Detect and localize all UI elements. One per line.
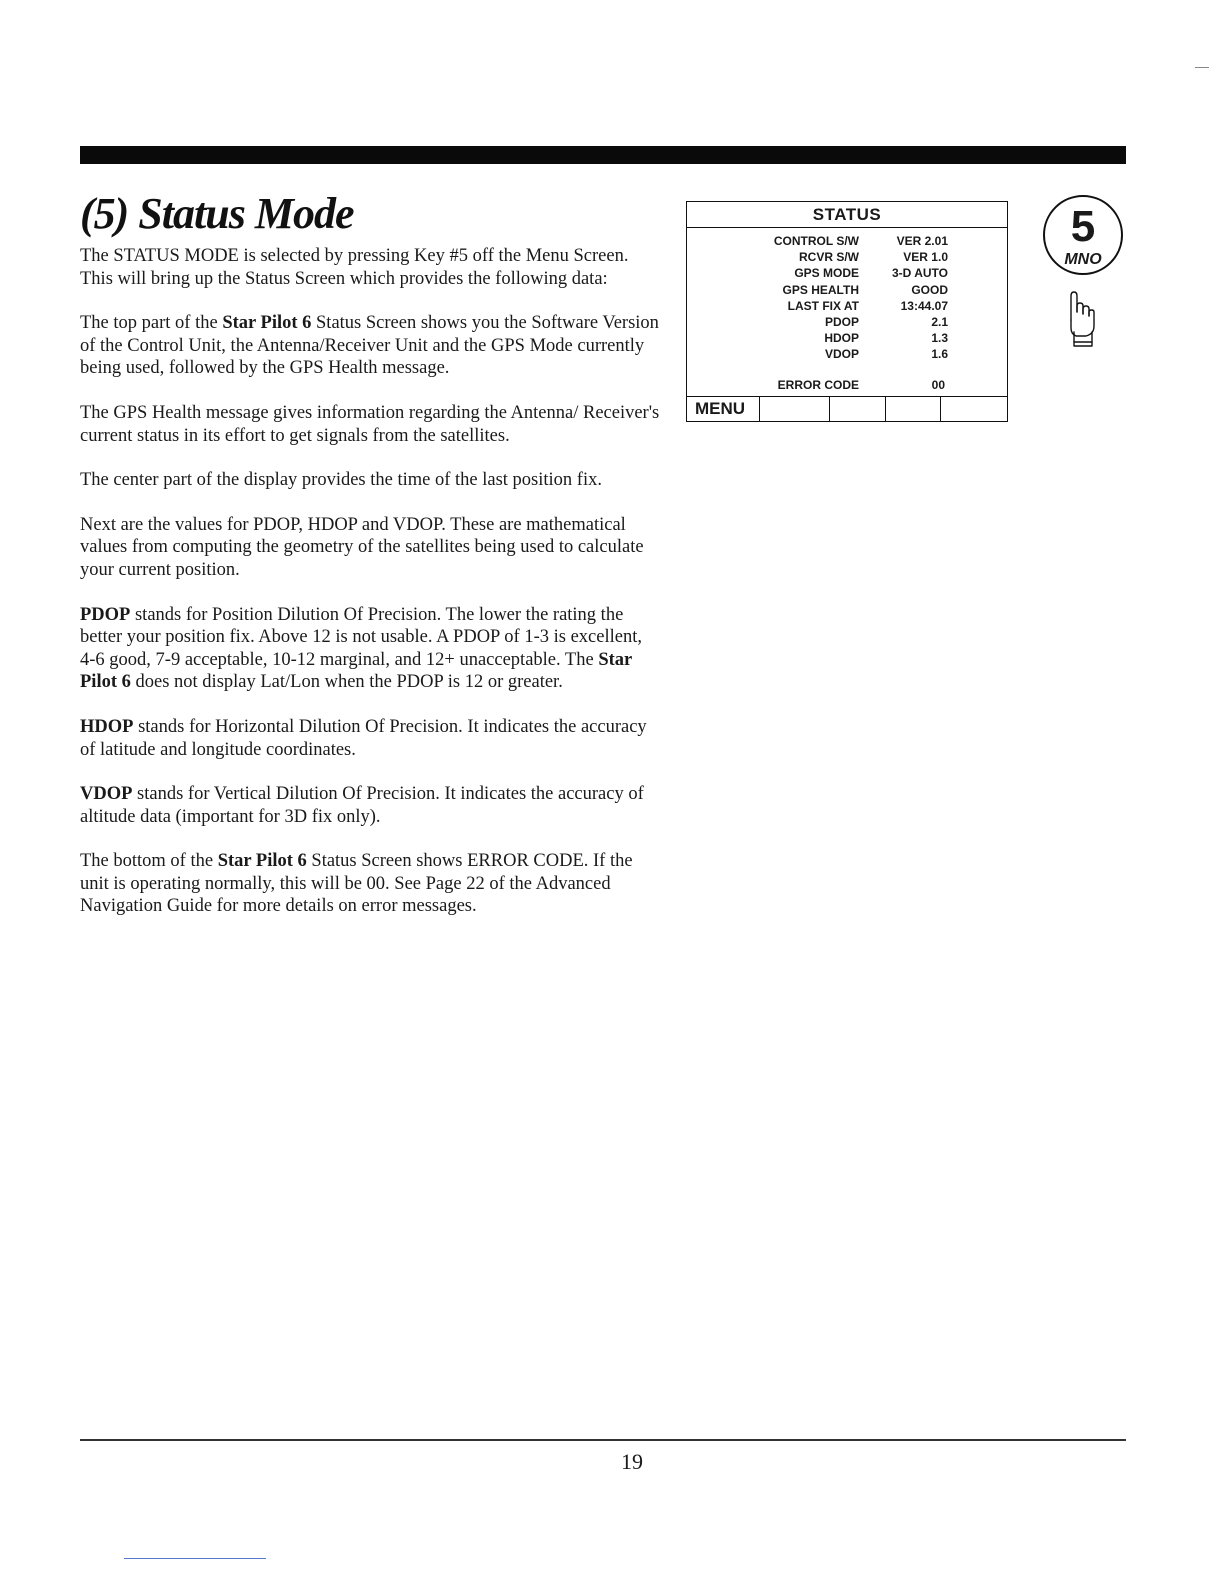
error-code-label: ERROR CODE [777,378,859,392]
paragraph-text: stands for Horizontal Dilution Of Precision. It indicates the accuracy of latitude and longitude coordinates. [80,716,647,760]
page-title: (5) Status Mode [80,189,354,238]
header-rule [80,146,1126,164]
paragraph [80,716,660,761]
key-number: 5 [1070,202,1096,251]
status-value: 3-D AUTO [891,266,948,281]
status-value: 13:44.07 [900,298,948,313]
status-value: 1.6 [931,347,948,362]
footer-rule [80,1439,1126,1441]
status-row [687,347,1007,363]
status-value: 1.3 [931,331,948,346]
error-code-value: 00 [931,378,945,392]
status-label: LAST FIX AT [787,298,859,313]
softkey-bar [687,396,1007,421]
bold-term: Star Pilot 6 [222,313,312,334]
softkey-blank-1 [760,397,830,421]
paragraph-text: The GPS Health message gives information regarding the Antenna/ Receiver's current status in its effort to get signals from the satellites. [80,402,660,446]
status-row [687,250,1007,266]
bold-term: Star Pilot 6 [80,649,632,693]
paragraph-text: Status Screen shows you the Software Version of the Control Unit, the Antenna/Receiver Unit and the GPS Mode currently being used, followed by the GPS Health message. [80,313,659,379]
status-value: VER 1.0 [903,250,948,265]
paragraph [80,469,660,492]
paragraph-text: Next are the values for PDOP, HDOP and VDOP. These are mathematical values from computing the geometry of the satellites being used to calculate your current position. [80,514,644,580]
status-label: GPS MODE [794,266,859,281]
status-value: 2.1 [931,314,948,329]
paragraph-text: The bottom of the [80,851,218,872]
bold-term: HDOP [80,716,134,737]
paragraph [80,604,660,694]
paragraph [80,402,660,447]
pointing-hand-icon [1066,290,1096,348]
softkey-blank-2 [830,397,885,421]
status-label: PDOP [824,314,859,329]
paragraph [80,245,660,290]
paragraph-text: Status Screen shows ERROR CODE. If the unit is operating normally, this will be 00. See Page 22 of the Advanced Navigation Guide for more details on error messages. [80,851,633,917]
paragraph [80,783,660,828]
status-label: CONTROL S/W [773,234,859,248]
paragraph-text: does not display Lat/Lon when the PDOP is 12 or greater. [130,672,563,693]
status-screen [686,201,1008,422]
error-code-row [687,378,1007,394]
status-value: VER 2.01 [896,234,948,248]
paragraph-text: stands for Vertical Dilution Of Precision. It indicates the accuracy of altitude data (important for 3D fix only). [80,784,644,827]
status-label: RCVR S/W [799,250,859,265]
corner-mark [1195,67,1209,68]
status-value: GOOD [911,282,948,297]
status-screen-title: STATUS [687,202,1007,228]
body-text [80,245,660,940]
paragraph-text: The top part of the [80,313,223,334]
status-row [687,299,1007,315]
key-letters: MNO [1064,251,1102,268]
paragraph [80,514,660,582]
status-label: VDOP [824,347,859,362]
status-row [687,283,1007,299]
key-5-icon [1043,195,1123,275]
softkey-blank-3 [885,397,941,421]
blue-line [124,1558,266,1559]
status-label: HDOP [824,331,859,346]
page-number: 19 [621,1449,643,1474]
status-label: GPS HEALTH [782,282,859,297]
bold-term: Star Pilot 6 [217,851,307,872]
menu-softkey: MENU [687,397,760,421]
paragraph-text: The center part of the display provides the time of the last position fix. [80,470,602,491]
paragraph-text: The STATUS MODE is selected by pressing Key #5 off the Menu Screen. This will bring up the Status Screen which provides the following data: [80,246,629,289]
status-rows [687,234,1007,364]
paragraph [80,850,660,918]
status-row [687,266,1007,282]
status-row [687,315,1007,331]
paragraph-text: stands for Position Dilution Of Precision. The lower the rating the better your position fix. Above 12 is not usable. A PDOP of 1-3 is excellent, 4-6 good, 7-9 acceptable, 10-12 marginal, and 12+ unacceptable. The [80,604,642,670]
status-row [687,331,1007,347]
paragraph [80,312,660,380]
bold-term: VDOP [80,784,133,805]
bold-term: PDOP [80,604,131,625]
status-row [687,234,1007,250]
